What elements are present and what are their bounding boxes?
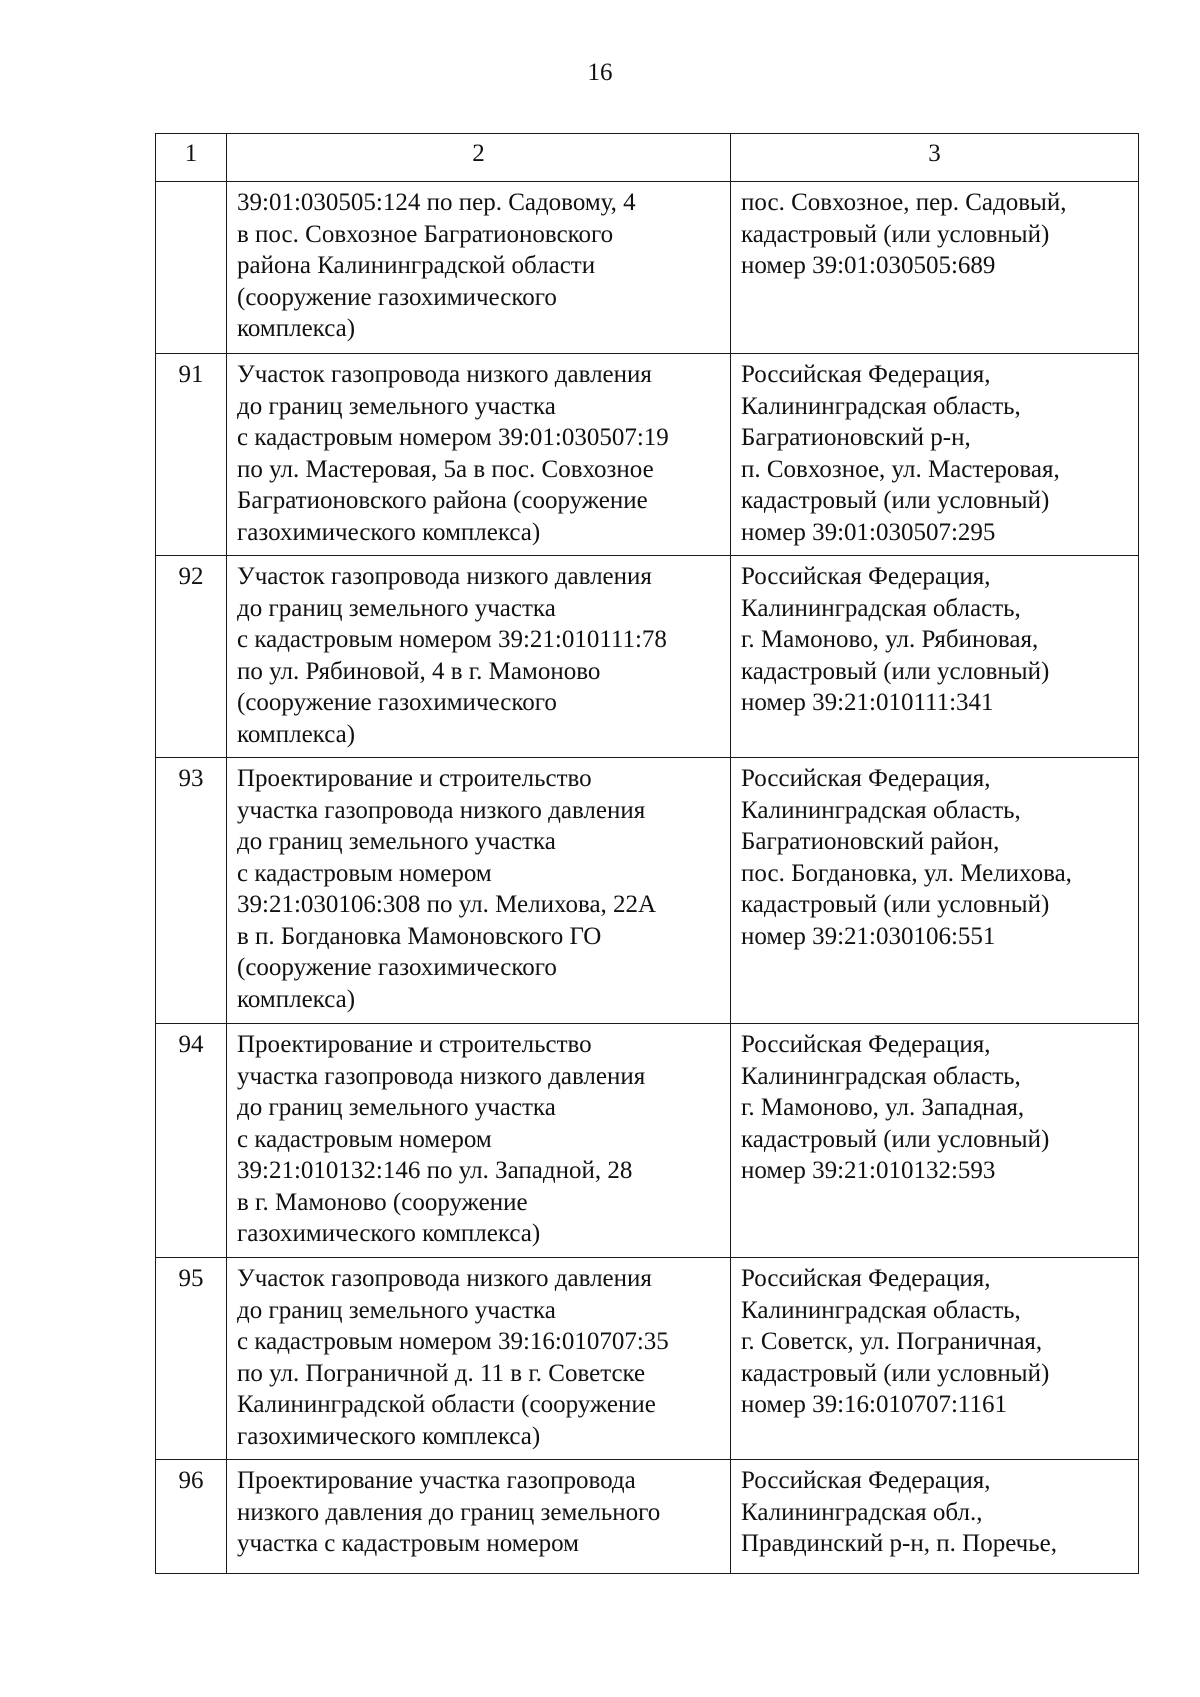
page-number: 16 <box>587 59 613 86</box>
table-row <box>156 1258 1139 1460</box>
row-number: 96 <box>156 1460 227 1574</box>
row-location: пос. Совхозное, пер. Садовый, кадастровый (или условный) номер 39:01:030505:689 <box>731 182 1139 354</box>
row-number: 95 <box>156 1258 227 1460</box>
table-row <box>156 354 1139 556</box>
header-row <box>156 134 1139 182</box>
header-col-object: 2 <box>227 134 731 182</box>
table-row <box>156 758 1139 1024</box>
registry-table <box>155 133 1139 1574</box>
row-number: 91 <box>156 354 227 556</box>
row-location: Российская Федерация, Калининградская область, г. Советск, ул. Пограничная, кадастровый (или условный) номер 39:16:010707:1161 <box>731 1258 1139 1460</box>
table-row <box>156 1024 1139 1258</box>
row-object-description: Проектирование участка газопровода низкого давления до границ земельного участка с кадастровым номером <box>227 1460 731 1574</box>
table-row <box>156 556 1139 758</box>
row-number <box>156 182 227 354</box>
row-location: Российская Федерация, Калининградская область, г. Мамоново, ул. Западная, кадастровый (или условный) номер 39:21:010132:593 <box>731 1024 1139 1258</box>
row-object-description: Проектирование и строительство участка газопровода низкого давления до границ земельного участка с кадастровым номером 39:21:010132:146 по ул. Западной, 28 в г. Мамоново (сооружение газохимического комплекса) <box>227 1024 731 1258</box>
row-location: Российская Федерация, Калининградская область, Багратионовский район, пос. Богдановка, ул. Мелихова, кадастровый (или условный) номер 39:21:030106:551 <box>731 758 1139 1024</box>
row-location: Российская Федерация, Калининградская обл., Правдинский р-н, п. Поречье, <box>731 1460 1139 1574</box>
table-row <box>156 182 1139 354</box>
row-location: Российская Федерация, Калининградская область, Багратионовский р-н, п. Совхозное, ул. Мастеровая, кадастровый (или условный) номер 39:01:030507:295 <box>731 354 1139 556</box>
row-location: Российская Федерация, Калининградская область, г. Мамоново, ул. Рябиновая, кадастровый (или условный) номер 39:21:010111:341 <box>731 556 1139 758</box>
header-col-number: 1 <box>156 134 227 182</box>
row-object-description: Участок газопровода низкого давления до границ земельного участка с кадастровым номером 39:16:010707:35 по ул. Пограничной д. 11 в г. Советске Калининградской области (сооружение газохимического комплекса) <box>227 1258 731 1460</box>
table-row <box>156 1460 1139 1574</box>
row-number: 94 <box>156 1024 227 1258</box>
row-object-description: Участок газопровода низкого давления до границ земельного участка с кадастровым номером 39:01:030507:19 по ул. Мастеровая, 5а в пос. Совхозное Багратионовского района (сооружение газохимического комплекса) <box>227 354 731 556</box>
row-object-description: Участок газопровода низкого давления до границ земельного участка с кадастровым номером 39:21:010111:78 по ул. Рябиновой, 4 в г. Мамоново (сооружение газохимического комплекса) <box>227 556 731 758</box>
row-number: 93 <box>156 758 227 1024</box>
header-col-location: 3 <box>731 134 1139 182</box>
row-object-description: Проектирование и строительство участка газопровода низкого давления до границ земельного участка с кадастровым номером 39:21:030106:308 по ул. Мелихова, 22А в п. Богдановка Мамоновского ГО (сооружение газохимического комплекса) <box>227 758 731 1024</box>
row-number: 92 <box>156 556 227 758</box>
row-object-description: 39:01:030505:124 по пер. Садовому, 4 в пос. Совхозное Багратионовского района Калининградской области (сооружение газохимического комплекса) <box>227 182 731 354</box>
